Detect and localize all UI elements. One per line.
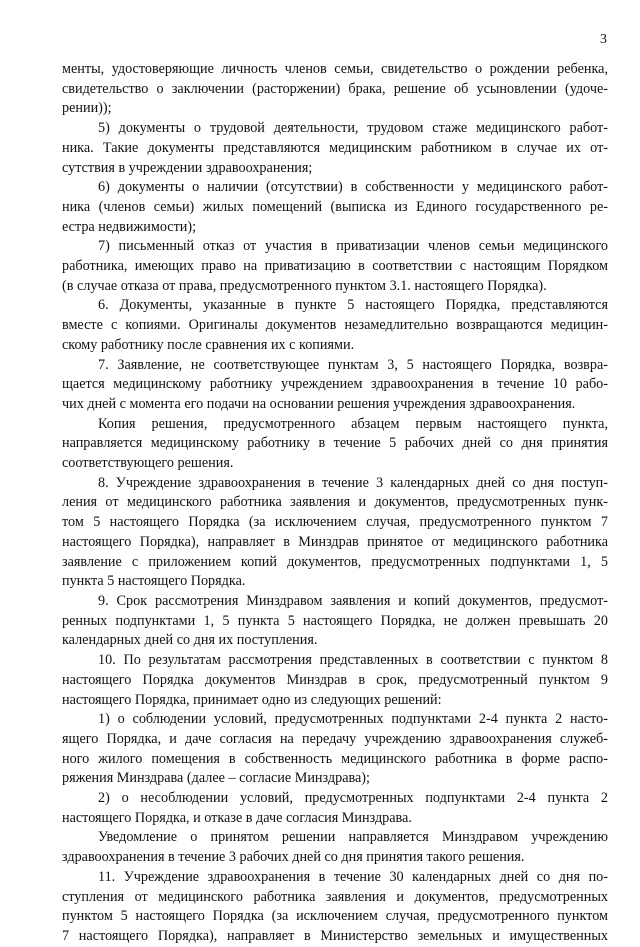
text-line: ления от медицинского работника заявления и документов, предусмотренных пунк- bbox=[62, 494, 608, 511]
text-line: свидетельство о заключении (расторжении) брака, решение об усыновлении (удоче- bbox=[62, 80, 608, 97]
text-line: (в случае отказа от права, предусмотренного пунктом 3.1. настоящего Порядка). bbox=[62, 277, 547, 294]
text-line: 10. По результатам рассмотрения представленных в соответствии с пунктом 8 bbox=[98, 652, 608, 669]
text-line: заявление с приложением копий документов, предусмотренных подпунктами 1, 5 bbox=[62, 553, 608, 570]
text-line: 8. Учреждение здравоохранения в течение 3 календарных дней со дня поступ- bbox=[98, 474, 608, 491]
text-line: направляется медицинскому работнику в течение 5 рабочих дней со дня принятия bbox=[62, 435, 608, 452]
text-line: соответствующего решения. bbox=[62, 455, 234, 472]
paragraph bbox=[62, 60, 608, 119]
text-line: естра недвижимости); bbox=[62, 218, 197, 235]
paragraph bbox=[62, 237, 608, 296]
text-line: 6. Документы, указанные в пункте 5 настоящего Порядка, представляются bbox=[98, 297, 608, 314]
text-line: рении)); bbox=[62, 100, 112, 117]
text-line: чих дней с момента его подачи на основании решения учреждения здравоохранения. bbox=[62, 395, 576, 412]
paragraph bbox=[62, 296, 608, 355]
paragraph bbox=[62, 868, 608, 947]
text-line: щается медицинскому работнику учреждением здравоохранения в течение 10 рабо- bbox=[62, 376, 608, 393]
text-line: ящего Порядка, и даче согласия на передачу учреждению здравоохранения служеб- bbox=[62, 730, 608, 747]
text-line: скому работнику после сравнения их с копиями. bbox=[62, 336, 355, 353]
text-line: 5) документы о трудовой деятельности, трудовом стаже медицинского работ- bbox=[98, 120, 608, 137]
text-line: менты, удостоверяющие личность членов семьи, свидетельство о рождении ребенка, bbox=[62, 61, 608, 77]
text-line: 2) о несоблюдении условий, предусмотренных подпунктами 2-4 пункта 2 bbox=[98, 790, 608, 807]
text-line: здравоохранения в течение 3 рабочих дней со дня принятия такого решения. bbox=[62, 849, 525, 866]
text-line: календарных дней со дня их поступления. bbox=[62, 632, 318, 649]
text-line: настоящего Порядка документов Минздрав в срок, предусмотренный пунктом 9 bbox=[62, 671, 608, 688]
paragraph bbox=[62, 828, 608, 867]
paragraph bbox=[62, 651, 608, 710]
text-line: настоящего Порядка), направляет в Минздрав принятое от медицинского работника bbox=[62, 533, 608, 550]
text-line: сутствия в учреждении здравоохранения; bbox=[62, 159, 313, 176]
paragraph bbox=[62, 592, 608, 651]
text-line: настоящего Порядка, и отказе в даче согласия Минздрава. bbox=[62, 809, 412, 826]
text-line: Копия решения, предусмотренного абзацем первым настоящего пункта, bbox=[98, 415, 608, 432]
paragraph bbox=[62, 474, 608, 592]
paragraph bbox=[62, 789, 608, 828]
document-body bbox=[62, 60, 608, 947]
text-line: пунктом 5 настоящего Порядка (за исключением случая, предусмотренного пунктом bbox=[62, 908, 608, 925]
text-line: 7 настоящего Порядка), направляет в Министерство земельных и имущественных bbox=[62, 927, 608, 944]
page-number: 3 bbox=[600, 32, 607, 47]
text-line: ряжения Минздрава (далее – согласие Минздрава); bbox=[62, 770, 370, 787]
text-line: Уведомление о принятом решении направляется Минздравом учреждению bbox=[98, 829, 608, 846]
text-line: 7. Заявление, не соответствующее пунктам 3, 5 настоящего Порядка, возвра- bbox=[98, 356, 608, 373]
text-line: том 5 настоящего Порядка (за исключением случая, предусмотренного пунктом 7 bbox=[62, 514, 608, 531]
paragraph bbox=[62, 119, 608, 178]
paragraph bbox=[62, 356, 608, 415]
text-line: ступления от медицинского работника заявления и документов, предусмотренных bbox=[62, 888, 608, 905]
paragraph bbox=[62, 415, 608, 474]
text-line: 9. Срок рассмотрения Минздравом заявления и копий документов, предусмот- bbox=[98, 592, 608, 609]
text-line: 7) письменный отказ от участия в приватизации членов семьи медицинского bbox=[98, 238, 608, 255]
text-line: ного жилого помещения в собственность медицинского работника в форме распо- bbox=[62, 750, 608, 767]
text-line: настоящего Порядка, принимает одно из следующих решений: bbox=[62, 691, 442, 708]
paragraph bbox=[62, 178, 608, 237]
paragraph bbox=[62, 710, 608, 789]
text-line: 6) документы о наличии (отсутствии) в собственности у медицинского работ- bbox=[98, 179, 608, 196]
text-line: ника. Такие документы представляются медицинским работником в случае их от- bbox=[62, 139, 608, 156]
text-line: 1) о соблюдении условий, предусмотренных подпунктами 2-4 пункта 2 насто- bbox=[98, 711, 608, 728]
text-line: ренных подпунктами 1, 5 пункта 5 настоящего Порядка, не должен превышать 20 bbox=[62, 612, 608, 629]
text-line: 11. Учреждение здравоохранения в течение 30 календарных дней со дня по- bbox=[98, 868, 608, 885]
text-line: вместе с копиями. Оригиналы документов незамедлительно возвращаются медицин- bbox=[62, 317, 608, 334]
text-line: пункта 5 настоящего Порядка. bbox=[62, 573, 246, 590]
text-line: работника, имеющих право на приватизацию в соответствии с настоящим Порядком bbox=[62, 258, 608, 275]
text-line: ника (членов семьи) жилых помещений (выписка из Единого государственного ре- bbox=[62, 198, 608, 215]
